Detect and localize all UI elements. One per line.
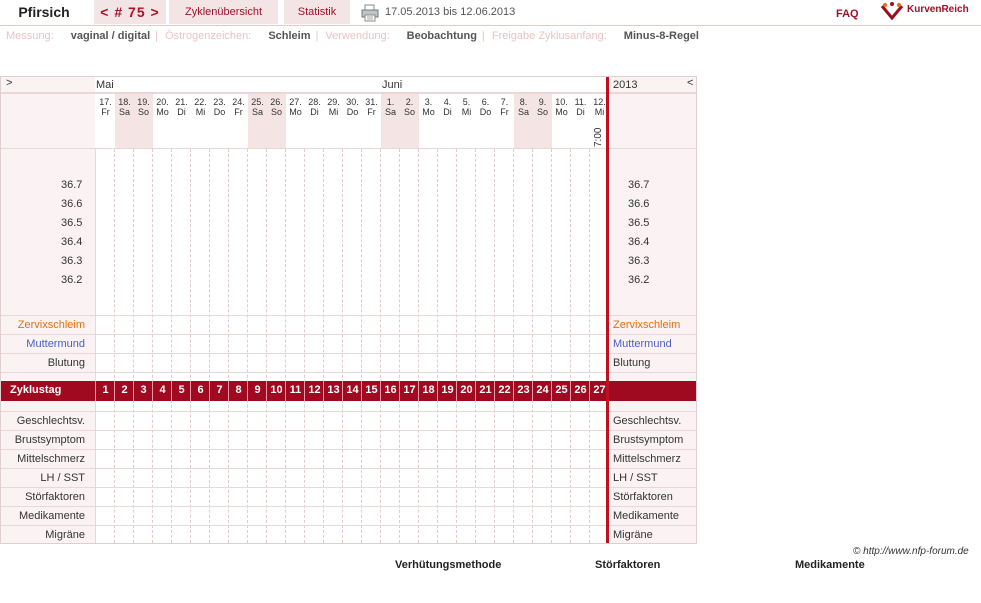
legend-medication-heading: Medikamente <box>795 559 865 571</box>
temp-tick-left: 36.5 <box>61 217 83 229</box>
grid-line <box>399 149 400 543</box>
grid-line <box>475 149 476 543</box>
day-date: 2. <box>405 97 414 107</box>
cycle-day-number[interactable]: 21 <box>479 384 492 396</box>
symptom-row-label: Mittelschmerz <box>17 453 85 465</box>
cycle-day-number[interactable]: 22 <box>498 384 511 396</box>
grid-line <box>152 149 153 543</box>
cycle-day-number[interactable]: 14 <box>346 384 359 396</box>
cycle-day-number[interactable]: 1 <box>102 384 109 396</box>
day-header-cell[interactable] <box>191 97 210 117</box>
day-date: 28. <box>308 97 321 107</box>
row-label-cervical-mucus-right: Zervixschleim <box>613 319 681 331</box>
day-date: 24. <box>232 97 245 107</box>
cycle-day-number[interactable]: 8 <box>235 384 242 396</box>
day-header-cell[interactable] <box>571 97 590 117</box>
row-separator <box>1 353 696 354</box>
grid-line <box>228 149 229 543</box>
day-header-cell[interactable] <box>248 97 267 117</box>
symptom-row-label: Geschlechtsv. <box>16 415 85 427</box>
grid-line <box>456 149 457 543</box>
symptom-row-label-right: Medikamente <box>613 510 680 522</box>
day-weekday: Do <box>213 107 226 117</box>
cycle-day-bar <box>1 381 606 401</box>
cycle-day-number[interactable]: 18 <box>422 384 435 396</box>
day-header-cell[interactable] <box>457 97 476 117</box>
day-date: 25. <box>251 97 264 107</box>
date-range: 17.05.2013 bis 12.06.2013 <box>385 6 516 18</box>
day-weekday: So <box>536 107 548 117</box>
cycle-day-label: Zyklustag <box>10 384 62 396</box>
row-separator <box>1 372 696 373</box>
day-weekday: Fr <box>500 107 509 117</box>
logo-icon <box>880 2 904 20</box>
grid-line <box>532 149 533 543</box>
grid-line <box>494 149 495 543</box>
day-date: 30. <box>346 97 359 107</box>
year-label: 2013 <box>613 79 638 91</box>
grid-line <box>171 149 172 543</box>
cycle-day-number[interactable]: 16 <box>384 384 397 396</box>
temp-tick-right: 36.2 <box>628 274 650 286</box>
day-header-cell[interactable] <box>153 97 172 117</box>
grid-line <box>418 149 419 543</box>
cycle-day-number[interactable]: 27 <box>593 384 606 396</box>
day-weekday: Do <box>479 107 492 117</box>
tab-statistics[interactable]: Statistik <box>284 0 350 24</box>
row-separator <box>1 148 696 149</box>
release-value: Minus-8-Regel <box>623 30 699 42</box>
row-separator <box>1 468 696 469</box>
day-header-cell[interactable] <box>514 97 533 117</box>
grid-line <box>304 149 305 543</box>
month-row <box>1 77 696 93</box>
cycle-day-number[interactable]: 13 <box>327 384 340 396</box>
day-header-cell[interactable] <box>324 97 343 117</box>
day-weekday: So <box>137 107 149 117</box>
use-label: Verwendung: <box>325 30 390 42</box>
top-bar <box>0 0 981 26</box>
symptom-row-label-right: Störfaktoren <box>613 491 673 503</box>
cycle-day-number[interactable]: 26 <box>574 384 587 396</box>
measure-value: vaginal / digital <box>70 30 151 42</box>
day-weekday: Sa <box>517 107 529 117</box>
grid-line <box>513 149 514 543</box>
cycle-day-number[interactable]: 4 <box>159 384 166 396</box>
temp-tick-left: 36.7 <box>61 179 83 191</box>
day-date: 9. <box>538 97 547 107</box>
day-date: 7. <box>500 97 509 107</box>
cycle-day-number[interactable]: 3 <box>140 384 147 396</box>
day-header-cell[interactable] <box>305 97 324 117</box>
day-weekday: Di <box>310 107 319 117</box>
row-separator <box>1 449 696 450</box>
scroll-right-button[interactable]: < <box>687 77 694 89</box>
legend-disturbance-heading: Störfaktoren <box>595 559 661 571</box>
day-header-cell[interactable] <box>438 97 457 117</box>
temp-tick-right: 36.4 <box>628 236 650 248</box>
cycle-day-number[interactable]: 17 <box>403 384 416 396</box>
day-header-cell[interactable] <box>172 97 191 117</box>
day-date: 17. <box>99 97 112 107</box>
day-date: 29. <box>327 97 340 107</box>
temp-tick-left: 36.6 <box>61 198 83 210</box>
row-label-bleeding-right: Blutung <box>613 357 651 369</box>
temp-tick-right: 36.3 <box>628 255 650 267</box>
day-date: 18. <box>118 97 131 107</box>
cycle-day-bar-right <box>609 381 696 401</box>
release-label: Freigabe Zyklusanfang: <box>491 30 607 42</box>
day-header-cell[interactable] <box>267 97 286 117</box>
tab-cycle-overview[interactable]: Zyklenübersicht <box>169 0 278 24</box>
day-weekday: Mi <box>594 107 605 117</box>
day-header-cell[interactable] <box>552 97 571 117</box>
grid-line <box>437 149 438 543</box>
day-weekday: Fr <box>367 107 376 117</box>
day-date: 27. <box>289 97 302 107</box>
row-label-cervix-right: Muttermund <box>613 338 672 350</box>
cycle-day-number[interactable]: 5 <box>178 384 185 396</box>
symptom-row-label: Brustsymptom <box>14 434 85 446</box>
grid-line <box>190 149 191 543</box>
cycle-day-number[interactable]: 12 <box>308 384 321 396</box>
temp-tick-right: 36.7 <box>628 179 650 191</box>
day-weekday: Di <box>443 107 452 117</box>
day-weekday: Fr <box>101 107 110 117</box>
grid-line <box>285 149 286 543</box>
use-value: Beobachtung <box>406 30 477 42</box>
symptom-row-label-right: Migräne <box>613 529 653 541</box>
symptom-row-label: Störfaktoren <box>25 491 85 503</box>
day-header-cell[interactable] <box>343 97 362 117</box>
month-label-may: Mai <box>96 79 114 91</box>
day-weekday: Mi <box>461 107 472 117</box>
day-header-cell[interactable] <box>495 97 514 117</box>
day-weekday: Di <box>177 107 186 117</box>
day-weekday: So <box>270 107 282 117</box>
day-weekday: Mo <box>555 107 568 117</box>
row-label-cervical-mucus: Zervixschleim <box>17 319 85 331</box>
row-separator <box>1 411 696 412</box>
grid-line <box>323 149 324 543</box>
day-date: 26. <box>270 97 283 107</box>
separator: | <box>155 30 159 42</box>
grid-line <box>380 149 381 543</box>
legend-method-heading: Verhütungsmethode <box>395 559 502 571</box>
grid-line <box>551 149 552 543</box>
separator: | <box>481 30 485 42</box>
day-weekday: Mi <box>195 107 206 117</box>
month-label-june: Juni <box>382 79 403 91</box>
day-date: 21. <box>175 97 188 107</box>
grid-line <box>570 149 571 543</box>
day-header-cell[interactable] <box>400 97 419 117</box>
day-weekday: Sa <box>384 107 396 117</box>
measure-label: Messung: <box>6 30 54 42</box>
day-date: 20. <box>156 97 169 107</box>
cycle-day-number[interactable]: 15 <box>365 384 378 396</box>
symptom-row-label: Migräne <box>45 529 85 541</box>
day-weekday: Di <box>576 107 585 117</box>
row-separator <box>1 334 696 335</box>
day-date: 5. <box>462 97 471 107</box>
day-header-cell[interactable] <box>381 97 400 117</box>
row-separator <box>1 93 696 94</box>
measure-time[interactable] <box>593 125 605 147</box>
cycle-end-divider <box>606 77 609 543</box>
cycle-day-number[interactable]: 10 <box>270 384 283 396</box>
cycle-day-number[interactable]: 25 <box>555 384 568 396</box>
cycle-navigator[interactable]: < # 75 > <box>94 0 166 24</box>
row-separator <box>1 315 696 316</box>
symptom-row-label: Medikamente <box>18 510 85 522</box>
row-separator <box>1 487 696 488</box>
day-weekday: Fr <box>234 107 243 117</box>
day-header-cell[interactable] <box>134 97 153 117</box>
day-weekday: Sa <box>251 107 263 117</box>
day-date: 22. <box>194 97 207 107</box>
cycle-day-number[interactable]: 7 <box>216 384 223 396</box>
row-separator <box>1 525 696 526</box>
cycle-day-number[interactable]: 6 <box>197 384 204 396</box>
temp-tick-left: 36.4 <box>61 236 83 248</box>
day-date: 19. <box>137 97 150 107</box>
grid-line <box>114 149 115 543</box>
temp-tick-right: 36.6 <box>628 198 650 210</box>
copyright[interactable]: © http://www.nfp-forum.de <box>853 546 969 557</box>
symptom-row-label-right: Mittelschmerz <box>613 453 681 465</box>
day-date: 10. <box>555 97 568 107</box>
day-weekday: So <box>403 107 415 117</box>
day-date: 4. <box>443 97 452 107</box>
grid-line <box>95 149 96 543</box>
day-weekday: Mo <box>289 107 302 117</box>
day-weekday: Mi <box>328 107 339 117</box>
settings-summary <box>6 30 704 42</box>
day-header-cell[interactable] <box>419 97 438 117</box>
day-weekday: Mo <box>422 107 435 117</box>
day-header-cell[interactable] <box>286 97 305 117</box>
faq-link[interactable]: FAQ <box>836 8 859 20</box>
day-date: 31. <box>365 97 378 107</box>
day-weekday: Do <box>346 107 359 117</box>
grid-line <box>266 149 267 543</box>
temp-tick-right: 36.5 <box>628 217 650 229</box>
cycle-day-number[interactable]: 9 <box>254 384 261 396</box>
grid-line <box>133 149 134 543</box>
measure-time-text: 7:00 <box>593 127 604 147</box>
day-header-cell[interactable] <box>96 97 115 117</box>
user-name: Pfirsich <box>18 4 70 20</box>
day-weekday: Sa <box>118 107 130 117</box>
symptom-row-label-right: LH / SST <box>613 472 658 484</box>
grid-line <box>247 149 248 543</box>
row-label-cervix: Muttermund <box>26 338 85 350</box>
symptom-row-label-right: Brustsymptom <box>613 434 684 446</box>
symptom-row-label-right: Geschlechtsv. <box>613 415 682 427</box>
cycle-day-number[interactable]: 2 <box>121 384 128 396</box>
kurvenreich-logo[interactable] <box>880 2 980 22</box>
day-header-cell[interactable] <box>476 97 495 117</box>
cycle-day-number[interactable]: 24 <box>536 384 549 396</box>
cycle-day-number[interactable]: 23 <box>517 384 530 396</box>
grid-line <box>209 149 210 543</box>
row-separator <box>1 506 696 507</box>
day-date: 3. <box>424 97 433 107</box>
cycle-day-number[interactable]: 19 <box>441 384 454 396</box>
logo-text: KurvenReich <box>907 4 969 15</box>
day-date: 11. <box>574 97 587 107</box>
cycle-day-number[interactable]: 20 <box>460 384 473 396</box>
grid-line <box>589 149 590 543</box>
estrogen-label: Östrogenzeichen: <box>165 30 252 42</box>
cycle-chart <box>0 76 697 544</box>
day-date: 12. <box>593 97 606 107</box>
grid-line <box>342 149 343 543</box>
separator: | <box>315 30 319 42</box>
symptom-row-label: LH / SST <box>40 472 85 484</box>
day-header-cell[interactable] <box>115 97 134 117</box>
cycle-day-number[interactable]: 11 <box>289 384 302 396</box>
row-separator <box>1 430 696 431</box>
temp-tick-left: 36.2 <box>61 274 83 286</box>
day-header-cell[interactable] <box>533 97 552 117</box>
temp-tick-left: 36.3 <box>61 255 83 267</box>
day-date: 1. <box>386 97 395 107</box>
day-header-cell[interactable] <box>229 97 248 117</box>
day-date: 6. <box>481 97 490 107</box>
day-header-cell[interactable] <box>210 97 229 117</box>
day-date: 8. <box>519 97 528 107</box>
scroll-left-button[interactable]: > <box>6 77 13 89</box>
estrogen-value: Schleim <box>268 30 311 42</box>
day-header-cell[interactable] <box>362 97 381 117</box>
day-weekday: Mo <box>156 107 169 117</box>
printer-icon[interactable] <box>361 4 379 22</box>
grid-line <box>361 149 362 543</box>
row-label-bleeding: Blutung <box>47 357 85 369</box>
day-date: 23. <box>213 97 226 107</box>
